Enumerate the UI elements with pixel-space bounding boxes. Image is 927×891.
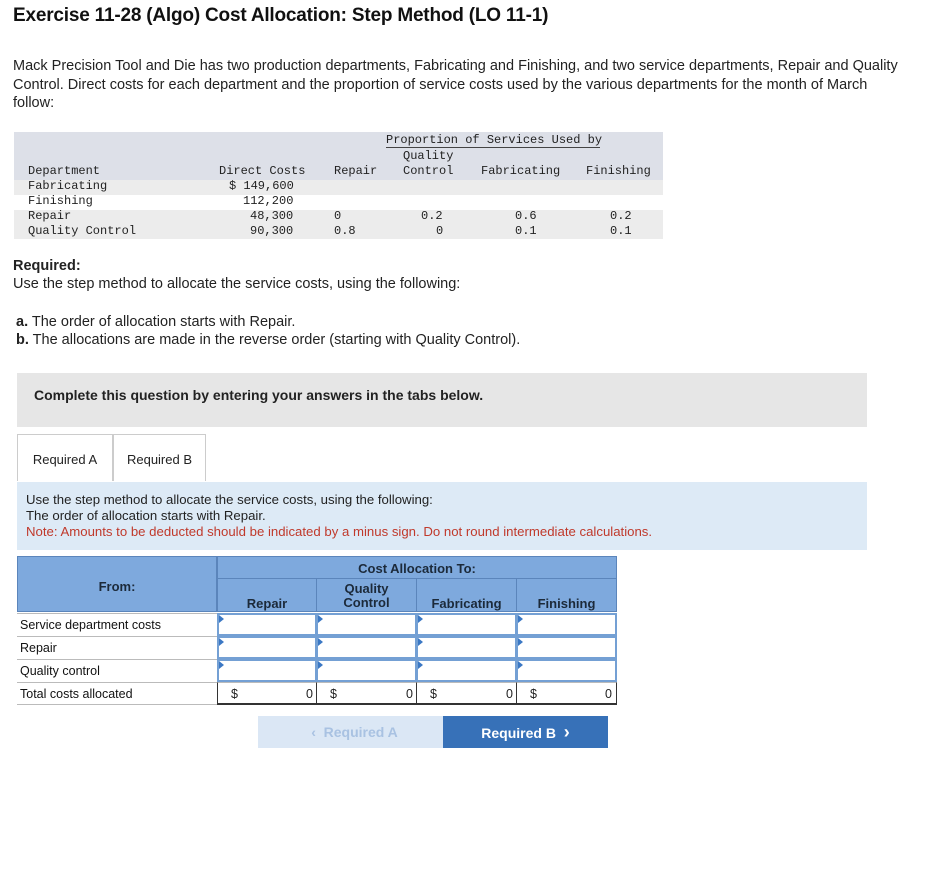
row-quality-control: 0.2 bbox=[421, 209, 443, 223]
header-fabricating: Fabricating bbox=[481, 164, 561, 178]
col-header-quality-control bbox=[316, 578, 417, 612]
total-value: 0 bbox=[406, 687, 413, 701]
chevron-right-icon: › bbox=[563, 721, 570, 742]
required-heading: Required: bbox=[13, 258, 81, 274]
part-b-label: b. bbox=[16, 332, 29, 348]
tab-required-a[interactable] bbox=[17, 434, 113, 481]
col-fabricating-label: Fabricating bbox=[431, 596, 502, 611]
required-part-b bbox=[16, 332, 520, 348]
prev-button-label: Required A bbox=[323, 724, 398, 740]
row-department: Repair bbox=[28, 209, 72, 223]
cost-allocation-label: Cost Allocation To: bbox=[358, 561, 476, 576]
chevron-left-icon: ‹ bbox=[311, 724, 316, 740]
instructions-line1: Use the step method to allocate the service costs, using the following: bbox=[26, 492, 433, 507]
page-title: Exercise 11-28 (Algo) Cost Allocation: Step Method (LO 11-1) bbox=[13, 5, 549, 26]
row-label-repair bbox=[17, 636, 217, 659]
row-department: Fabricating bbox=[28, 179, 108, 193]
row-direct-costs: 112,200 bbox=[243, 194, 294, 208]
col-header-repair bbox=[217, 578, 317, 612]
col-finishing-label: Finishing bbox=[537, 596, 596, 611]
row-repair: 0 bbox=[334, 209, 342, 223]
required-part-a bbox=[16, 314, 295, 330]
row-department: Quality Control bbox=[28, 224, 137, 238]
from-label: From: bbox=[98, 579, 136, 594]
instructions-note: Note: Amounts to be deducted should be indicated by a minus sign. Do not round intermediate calculations. bbox=[26, 524, 653, 539]
complete-banner-text: Complete this question by entering your answers in the tabs below. bbox=[34, 387, 484, 403]
input-service-repair[interactable] bbox=[217, 613, 317, 636]
input-service-quality-control[interactable] bbox=[316, 613, 417, 636]
currency-symbol: $ bbox=[530, 687, 537, 701]
col-qc-l2: Control bbox=[343, 595, 390, 610]
currency-symbol: $ bbox=[330, 687, 337, 701]
total-fabricating bbox=[416, 682, 517, 705]
row-quality-control: 0 bbox=[436, 224, 444, 238]
col-header-fabricating bbox=[416, 578, 517, 612]
input-repair-repair[interactable] bbox=[217, 636, 317, 659]
col-qc-l1: Quality bbox=[344, 581, 389, 596]
total-repair bbox=[217, 682, 317, 705]
tab-label: Required B bbox=[126, 452, 193, 467]
row-label-text: Quality control bbox=[20, 664, 100, 678]
prev-required-a-button[interactable] bbox=[258, 716, 451, 748]
col-header-finishing bbox=[516, 578, 617, 612]
header-quality-l2: Control bbox=[403, 164, 454, 178]
part-a-label: a. bbox=[16, 314, 29, 330]
header-department: Department bbox=[28, 164, 101, 178]
header-finishing: Finishing bbox=[586, 164, 651, 178]
row-fabricating: 0.6 bbox=[515, 209, 537, 223]
instructions-line2: The order of allocation starts with Repair. bbox=[26, 508, 266, 523]
row-direct-costs: 48,300 bbox=[250, 209, 294, 223]
next-required-b-button[interactable] bbox=[443, 716, 608, 748]
instructions-panel bbox=[17, 482, 867, 550]
header-direct-costs: Direct Costs bbox=[219, 164, 306, 178]
input-repair-finishing[interactable] bbox=[516, 636, 617, 659]
col-repair-label: Repair bbox=[246, 596, 288, 611]
tab-label: Required A bbox=[32, 452, 98, 467]
row-label-quality-control bbox=[17, 659, 217, 682]
total-quality-control bbox=[316, 682, 417, 705]
row-label-text: Total costs allocated bbox=[20, 687, 133, 701]
input-qc-quality-control[interactable] bbox=[316, 659, 417, 682]
input-qc-fabricating[interactable] bbox=[416, 659, 517, 682]
col-quality-control-label bbox=[317, 582, 416, 610]
row-department: Finishing bbox=[28, 194, 93, 208]
part-a-text: The order of allocation starts with Repair. bbox=[31, 314, 296, 330]
next-button-label: Required B bbox=[481, 724, 556, 741]
complete-banner bbox=[17, 373, 867, 427]
currency-symbol: $ bbox=[231, 687, 238, 701]
total-value: 0 bbox=[605, 687, 612, 701]
proportion-group-header: Proportion of Services Used by bbox=[386, 133, 603, 147]
input-service-finishing[interactable] bbox=[516, 613, 617, 636]
row-direct-costs: 90,300 bbox=[250, 224, 294, 238]
cost-allocation-header bbox=[217, 556, 617, 579]
part-b-text: The allocations are made in the reverse order (starting with Quality Control). bbox=[32, 332, 521, 348]
required-text: Use the step method to allocate the service costs, using the following: bbox=[13, 276, 461, 292]
group-header-underline bbox=[386, 147, 600, 148]
header-repair: Repair bbox=[334, 164, 378, 178]
tab-required-b[interactable] bbox=[113, 434, 206, 481]
row-finishing: 0.1 bbox=[610, 224, 632, 238]
total-finishing bbox=[516, 682, 617, 705]
input-qc-finishing[interactable] bbox=[516, 659, 617, 682]
input-qc-repair[interactable] bbox=[217, 659, 317, 682]
problem-intro: Mack Precision Tool and Die has two production departments, Fabricating and Finishing, and two service departments, Repair and Quality Control. Direct costs for each department and the proportion of service costs used by the various departments for the month of March follow: bbox=[13, 58, 898, 111]
row-label-service-costs bbox=[17, 613, 217, 636]
from-header bbox=[17, 556, 217, 612]
row-finishing: 0.2 bbox=[610, 209, 632, 223]
row-label-text: Service department costs bbox=[20, 618, 162, 632]
table-row-band bbox=[14, 180, 663, 195]
total-value: 0 bbox=[506, 687, 513, 701]
row-label-text: Repair bbox=[20, 641, 57, 655]
row-repair: 0.8 bbox=[334, 224, 356, 238]
row-fabricating: 0.1 bbox=[515, 224, 537, 238]
currency-symbol: $ bbox=[430, 687, 437, 701]
header-quality-l1: Quality bbox=[403, 149, 454, 163]
total-value: 0 bbox=[306, 687, 313, 701]
input-service-fabricating[interactable] bbox=[416, 613, 517, 636]
input-repair-quality-control[interactable] bbox=[316, 636, 417, 659]
row-label-total bbox=[17, 682, 217, 705]
row-direct-costs: $ 149,600 bbox=[229, 179, 294, 193]
cost-data-table bbox=[14, 132, 663, 239]
input-repair-fabricating[interactable] bbox=[416, 636, 517, 659]
